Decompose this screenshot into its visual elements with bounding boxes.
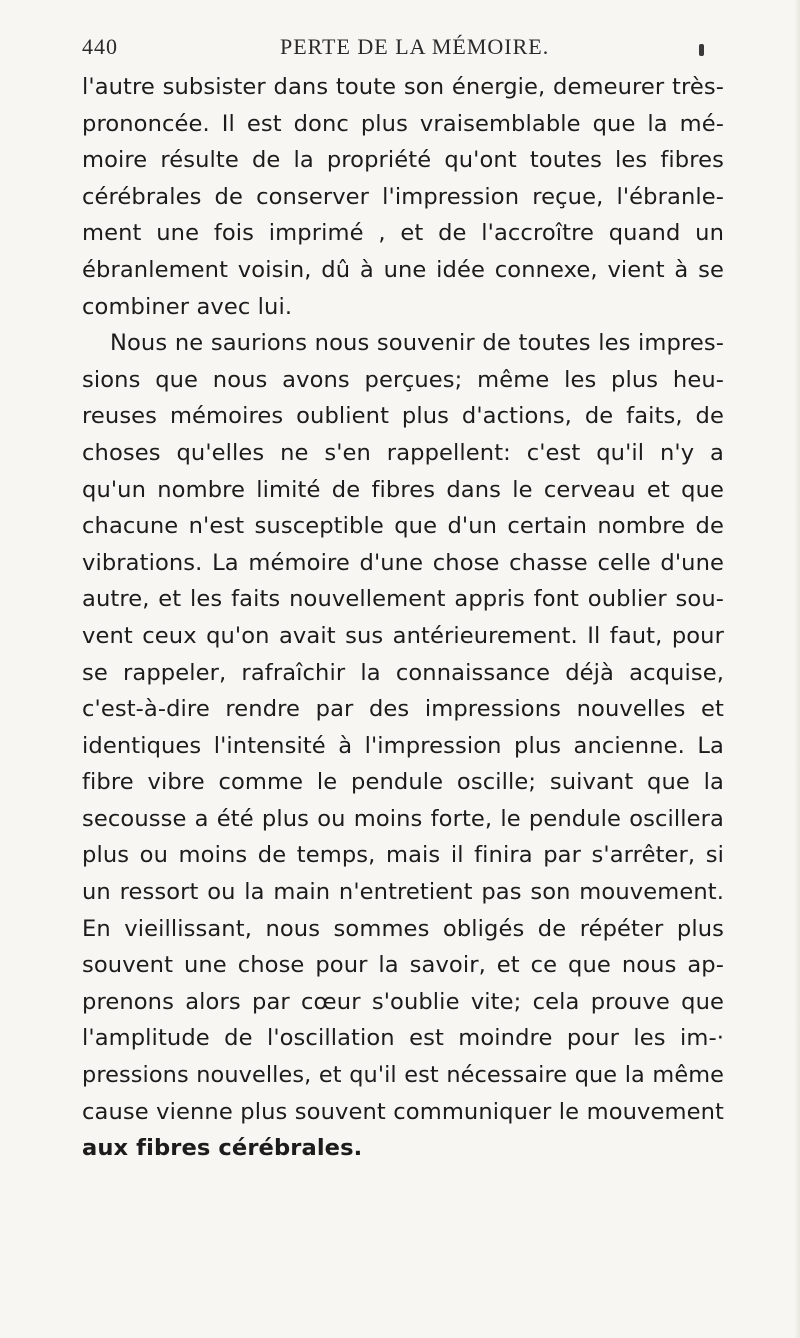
text-line: pressions nouvelles, et qu'il est nécessaire que la même	[82, 1062, 724, 1089]
text-line: c'est-à-dire rendre par des impressions nouvelles et	[82, 696, 724, 723]
text-line: choses qu'elles ne s'en rappellent: c'est qu'il n'y a	[82, 439, 724, 466]
text-line: prononcée. Il est donc plus vraisemblable que la mé-	[82, 110, 724, 137]
text-line: moire résulte de la propriété qu'ont toutes les fibres	[82, 147, 724, 174]
text-line: fibre vibre comme le pendule oscille; suivant que la	[82, 769, 724, 796]
text-line: cérébrales de conserver l'impression reçue, l'ébranle-	[82, 183, 724, 210]
body-text	[82, 69, 724, 1167]
text-line: ment une fois imprimé , et de l'accroître quand un	[82, 220, 724, 247]
text-line: se rappeler, rafraîchir la connaissance déjà acquise,	[82, 659, 724, 686]
text-line: Nous ne saurions nous souvenir de toutes les impres-	[110, 330, 724, 357]
text-line: vibrations. La mémoire d'une chose chasse celle d'une	[82, 549, 724, 576]
text-line: ébranlement voisin, dû à une idée connexe, vient à se	[82, 256, 724, 283]
text-line: En vieillissant, nous sommes obligés de répéter plus	[82, 915, 724, 942]
running-title: PERTE DE LA MÉMOIRE.	[280, 34, 550, 59]
text-line: reuses mémoires oublient plus d'actions, de faits, de	[82, 403, 724, 430]
text-line: qu'un nombre limité de fibres dans le cerveau et que	[82, 476, 724, 503]
text-line: l'amplitude de l'oscillation est moindre pour les im-·	[82, 1025, 724, 1052]
text-line: combiner avec lui.	[82, 293, 293, 320]
ink-speck	[699, 44, 704, 56]
text-line: plus ou moins de temps, mais il finira par s'arrêter, si	[82, 842, 724, 869]
text-line: souvent une chose pour la savoir, et ce que nous ap-	[82, 952, 724, 979]
text-line: aux fibres cérébrales.	[82, 1135, 363, 1162]
text-line: autre, et les faits nouvellement appris font oublier sou-	[82, 586, 724, 613]
text-line: un ressort ou la main n'entretient pas son mouvement.	[82, 879, 724, 906]
text-line: l'autre subsister dans toute son énergie, demeurer très-	[82, 74, 724, 100]
text-line: chacune n'est susceptible que d'un certain nombre de	[82, 513, 724, 540]
text-line: sions que nous avons perçues; même les plus heu-	[82, 366, 724, 393]
text-line: identiques l'intensité à l'impression plus ancienne. La	[82, 732, 724, 759]
text-line: vent ceux qu'on avait sus antérieurement. Il faut, pour	[82, 622, 724, 649]
page-edge	[794, 0, 800, 1338]
text-line: secousse a été plus ou moins forte, le pendule oscillera	[82, 805, 724, 832]
page-number: 440	[82, 34, 118, 59]
text-line: prenons alors par cœur s'oublie vite; cela prouve que	[82, 988, 724, 1015]
page-header	[82, 34, 602, 64]
text-line: cause vienne plus souvent communiquer le mouvement	[82, 1098, 724, 1125]
